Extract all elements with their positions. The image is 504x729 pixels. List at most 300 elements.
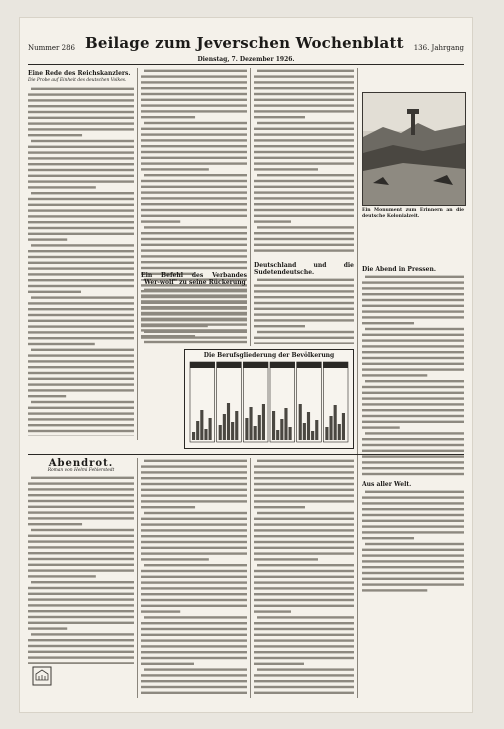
- chart-bar: [196, 421, 199, 440]
- text-line: [362, 351, 464, 353]
- column-sudeten: [254, 260, 354, 344]
- chart-title: Die Berufsgliederung der Bevölkerung: [203, 352, 335, 359]
- text-line: [144, 341, 247, 343]
- text-line: [28, 255, 134, 257]
- column-mid-right: [254, 68, 354, 254]
- text-line: [28, 105, 134, 107]
- text-line: [254, 302, 354, 304]
- text-line: [28, 366, 134, 368]
- chart-bar: [200, 410, 203, 440]
- text-line: [362, 281, 464, 283]
- text-line: [28, 494, 134, 496]
- text-line: [28, 110, 134, 112]
- text-line: [254, 81, 354, 83]
- text-line: [28, 197, 134, 199]
- text-line: [28, 552, 134, 554]
- text-line: [31, 400, 134, 402]
- text-line: [362, 514, 464, 516]
- text-line: [362, 339, 464, 341]
- column-divider: [250, 458, 251, 698]
- chart-graphic: [185, 360, 353, 446]
- text-lines: [254, 458, 354, 696]
- text-line: [28, 151, 134, 153]
- text-line: [362, 566, 464, 568]
- chart-bar: [338, 424, 341, 440]
- text-line: [141, 622, 247, 624]
- text-line: [257, 564, 354, 566]
- text-line: [141, 605, 247, 607]
- text-line: [141, 306, 247, 308]
- text-line: [254, 191, 354, 193]
- text-line: [144, 512, 247, 514]
- text-line: [144, 668, 247, 670]
- text-line: [141, 477, 247, 479]
- chart-bar: [231, 422, 234, 440]
- text-line: [141, 145, 247, 147]
- text-line: [365, 380, 464, 382]
- text-line: [254, 471, 354, 473]
- text-line: [362, 287, 464, 289]
- text-line: [141, 599, 247, 601]
- text-line: [28, 284, 134, 286]
- text-line: [141, 558, 209, 560]
- text-lines: [254, 277, 354, 344]
- text-line: [362, 554, 464, 556]
- text-lines: [362, 489, 464, 593]
- text-line: [254, 244, 354, 246]
- text-line: [254, 593, 354, 595]
- text-line: [254, 215, 354, 217]
- text-line: [254, 558, 318, 560]
- text-line: [254, 465, 354, 467]
- text-line: [362, 531, 464, 533]
- right-headline-2: Die Abend in Pressen.: [362, 266, 436, 273]
- text-line: [141, 197, 247, 199]
- left-article-headline: Eine Rede des Reichskanzlers.: [28, 70, 131, 77]
- text-line: [254, 570, 354, 572]
- text-line: [141, 657, 247, 659]
- text-line: [254, 232, 354, 234]
- text-line: [28, 313, 134, 315]
- text-line: [144, 460, 247, 462]
- text-line: [28, 203, 134, 205]
- column-lower-2: [141, 458, 247, 698]
- text-line: [28, 593, 134, 595]
- chart-bar: [311, 431, 314, 440]
- text-line: [141, 576, 247, 578]
- chart-bar: [272, 411, 275, 440]
- text-line: [28, 168, 134, 170]
- text-line: [362, 392, 464, 394]
- text-line: [141, 587, 247, 589]
- column-divider: [250, 68, 251, 346]
- text-lines: [254, 68, 354, 254]
- column-divider: [137, 68, 138, 440]
- text-line: [141, 329, 247, 331]
- text-line: [254, 209, 354, 211]
- text-line: [141, 261, 247, 263]
- text-line: [141, 157, 247, 159]
- text-line: [28, 186, 96, 188]
- text-line: [141, 518, 247, 520]
- text-line: [141, 255, 247, 257]
- text-line: [28, 406, 134, 408]
- text-line: [141, 547, 247, 549]
- text-line: [28, 576, 96, 578]
- text-line: [254, 622, 354, 624]
- text-line: [28, 354, 134, 356]
- text-line: [141, 581, 247, 583]
- text-line: [28, 279, 134, 281]
- text-line: [257, 668, 354, 670]
- text-line: [28, 250, 134, 252]
- text-line: [141, 312, 247, 314]
- text-line: [254, 284, 354, 286]
- text-line: [254, 657, 354, 659]
- photo-caption: [362, 206, 464, 226]
- text-line: [28, 500, 134, 502]
- text-line: [254, 645, 354, 647]
- section-rule: [28, 454, 464, 455]
- text-line: [31, 581, 134, 583]
- text-line: [28, 587, 134, 589]
- text-line: [257, 616, 354, 618]
- chart-bar: [307, 412, 310, 440]
- text-line: [254, 116, 305, 118]
- photo-caption-text: Ein Monument zum Erinnern an die deutsche Kolonialzeit.: [362, 208, 464, 219]
- text-line: [141, 639, 247, 641]
- text-line: [362, 397, 464, 399]
- text-line: [28, 331, 134, 333]
- text-line: [362, 519, 464, 521]
- text-line: [141, 75, 247, 77]
- text-line: [254, 523, 354, 525]
- text-line: [141, 294, 247, 296]
- text-line: [28, 616, 134, 618]
- text-line: [141, 489, 247, 491]
- text-line: [141, 494, 247, 496]
- text-line: [362, 415, 464, 417]
- text-line: [28, 628, 67, 630]
- text-line: [144, 70, 247, 72]
- text-line: [254, 686, 354, 688]
- text-line: [28, 134, 82, 136]
- text-line: [28, 209, 134, 211]
- chart-bar: [284, 408, 287, 440]
- text-line: [28, 377, 134, 379]
- text-line: [257, 70, 354, 72]
- text-line: [257, 460, 354, 462]
- text-lines: [28, 475, 134, 664]
- text-line: [141, 570, 247, 572]
- chart-bar: [227, 403, 230, 440]
- text-line: [362, 293, 464, 295]
- werwolf-body: [141, 287, 247, 344]
- chart-panel-header: [323, 362, 348, 368]
- text-line: [28, 564, 134, 566]
- text-line: [28, 337, 134, 339]
- chart-bar: [209, 418, 212, 440]
- text-line: [28, 412, 134, 414]
- text-line: [362, 537, 414, 539]
- text-line: [31, 139, 134, 141]
- text-line: [362, 496, 464, 498]
- text-line: [28, 651, 134, 653]
- mid-right-body: [254, 68, 354, 254]
- text-line: [362, 473, 464, 475]
- text-line: [141, 692, 247, 694]
- chart-bar: [223, 414, 226, 440]
- text-line: [254, 535, 354, 537]
- text-line: [362, 583, 464, 585]
- lower-body-3: [254, 458, 354, 698]
- text-line: [141, 680, 247, 682]
- chart-bar: [254, 426, 257, 440]
- chart-panel-header: [297, 362, 322, 368]
- chart-bar: [325, 427, 328, 440]
- text-line: [28, 599, 134, 601]
- text-line: [28, 541, 134, 543]
- text-line: [141, 93, 247, 95]
- text-line: [141, 471, 247, 473]
- text-line: [141, 634, 247, 636]
- chart-bar: [276, 430, 279, 440]
- text-line: [254, 325, 305, 327]
- text-line: [31, 244, 134, 246]
- text-line: [254, 506, 305, 508]
- text-line: [28, 645, 134, 647]
- text-line: [365, 328, 464, 330]
- text-line: [362, 374, 427, 376]
- text-lines: [28, 86, 134, 436]
- text-line: [141, 232, 247, 234]
- sudeten-body: [254, 277, 354, 344]
- text-line: [254, 605, 354, 607]
- text-line: [141, 104, 247, 106]
- text-line: [141, 180, 247, 182]
- text-line: [28, 267, 134, 269]
- text-line: [362, 305, 464, 307]
- text-line: [254, 634, 354, 636]
- chart-bar: [289, 427, 292, 440]
- text-line: [141, 133, 247, 135]
- text-line: [28, 128, 134, 130]
- text-line: [362, 368, 464, 370]
- text-line: [254, 238, 354, 240]
- text-line: [254, 500, 354, 502]
- text-line: [362, 409, 464, 411]
- column-left-upper: [28, 68, 134, 436]
- text-line: [141, 506, 195, 508]
- text-line: [362, 345, 464, 347]
- text-line: [144, 174, 247, 176]
- newspaper-page: [20, 18, 472, 712]
- text-line: [141, 215, 247, 217]
- werwolf-headline: Ein Befehl des Verbandes "Wer-wolf" zu seine Rückerung: [141, 272, 247, 286]
- text-line: [365, 432, 464, 434]
- text-line: [362, 386, 464, 388]
- text-line: [31, 192, 134, 194]
- text-line: [362, 450, 464, 452]
- text-line: [28, 145, 134, 147]
- right-body-1: [362, 274, 464, 479]
- sudeten-headline: Deutschland und die Sudetendeutsche.: [254, 262, 354, 276]
- text-line: [254, 692, 354, 694]
- text-line: [28, 290, 81, 292]
- text-line: [257, 331, 354, 333]
- text-line: [31, 529, 134, 531]
- text-line: [254, 145, 354, 147]
- text-line: [144, 616, 247, 618]
- text-line: [254, 342, 354, 344]
- text-line: [254, 541, 354, 543]
- text-line: [28, 523, 82, 525]
- right-headline-3: Aus aller Welt.: [362, 480, 412, 488]
- text-line: [141, 151, 247, 153]
- text-line: [28, 174, 134, 176]
- landscape-photo: [362, 92, 466, 206]
- text-line: [28, 99, 134, 101]
- text-line: [254, 99, 354, 101]
- chart-bar: [280, 419, 283, 440]
- caption-body: [362, 220, 464, 226]
- text-line: [254, 477, 354, 479]
- text-line: [254, 139, 354, 141]
- text-line: [141, 335, 195, 337]
- chart-bar: [235, 411, 238, 440]
- text-line: [254, 180, 354, 182]
- chart-bar: [329, 416, 332, 440]
- text-line: [28, 429, 134, 431]
- text-line: [254, 610, 291, 612]
- text-line: [362, 421, 464, 423]
- landscape-photo-image: [363, 93, 465, 205]
- text-line: [31, 87, 134, 89]
- text-line: [254, 313, 354, 315]
- text-lines: [362, 274, 464, 477]
- text-line: [254, 680, 354, 682]
- text-line: [362, 322, 414, 324]
- text-line: [28, 232, 134, 234]
- text-line: [254, 628, 354, 630]
- text-line: [31, 634, 134, 636]
- chart-panel-header: [270, 362, 295, 368]
- text-line: [362, 299, 464, 301]
- text-line: [254, 518, 354, 520]
- text-line: [28, 389, 134, 391]
- text-line: [141, 116, 195, 118]
- chart-bar: [219, 425, 222, 440]
- text-line: [362, 467, 464, 469]
- text-line: [254, 87, 354, 89]
- text-line: [28, 570, 134, 572]
- serial-title: Abendrot.: [48, 458, 114, 469]
- text-line: [141, 249, 247, 251]
- text-line: [141, 191, 247, 193]
- text-line: [254, 75, 354, 77]
- chart-panel-header: [217, 362, 242, 368]
- chart-bar: [342, 413, 345, 440]
- text-line: [362, 577, 464, 579]
- text-line: [144, 226, 247, 228]
- text-line: [141, 238, 247, 240]
- text-line: [28, 93, 134, 95]
- text-line: [141, 139, 247, 141]
- text-line: [28, 122, 134, 124]
- text-line: [31, 477, 134, 479]
- text-line: [28, 157, 134, 159]
- text-line: [28, 261, 134, 263]
- text-line: [362, 403, 464, 405]
- text-line: [141, 209, 247, 211]
- text-line: [254, 110, 354, 112]
- text-line: [141, 645, 247, 647]
- text-line: [257, 226, 354, 228]
- text-line: [365, 276, 464, 278]
- text-line: [257, 122, 354, 124]
- occupation-chart: [184, 349, 354, 449]
- text-line: [254, 494, 354, 496]
- text-line: [28, 506, 134, 508]
- column-divider: [357, 68, 358, 698]
- text-line: [254, 162, 354, 164]
- text-line: [362, 310, 464, 312]
- text-line: [254, 663, 304, 665]
- text-line: [362, 357, 464, 359]
- text-line: [254, 674, 354, 676]
- text-line: [254, 599, 354, 601]
- chart-bar: [245, 418, 248, 440]
- column-right: [362, 264, 464, 694]
- text-line: [362, 589, 427, 591]
- right-body-2: [362, 489, 464, 595]
- text-line: [28, 435, 134, 436]
- text-line: [28, 325, 134, 327]
- masthead-title: Beilage zum Jeverschen Wochenblatt: [84, 34, 404, 52]
- text-line: [362, 572, 464, 574]
- text-line: [254, 639, 354, 641]
- text-line: [28, 639, 134, 641]
- text-line: [28, 535, 134, 537]
- text-line: [28, 512, 134, 514]
- text-line: [254, 151, 354, 153]
- text-line: [254, 186, 354, 188]
- text-line: [144, 289, 247, 291]
- serial-subtitle: Roman von Helmi Fehlerstedt: [47, 467, 115, 473]
- masthead-rule: [28, 64, 464, 65]
- chart-bar: [262, 404, 265, 440]
- text-line: [28, 302, 134, 304]
- text-line: [141, 87, 247, 89]
- text-line: [362, 508, 464, 510]
- text-line: [141, 300, 247, 302]
- text-line: [254, 128, 354, 130]
- text-line: [362, 548, 464, 550]
- text-line: [254, 296, 354, 298]
- issue-number: Nummer 286: [28, 44, 75, 52]
- text-line: [141, 552, 247, 554]
- text-line: [141, 535, 247, 537]
- text-line: [141, 610, 180, 612]
- text-line: [141, 686, 247, 688]
- text-line: [257, 174, 354, 176]
- text-line: [144, 564, 247, 566]
- text-line: [141, 323, 247, 325]
- text-line: [362, 438, 464, 440]
- text-line: [362, 316, 464, 318]
- text-line: [141, 244, 247, 246]
- text-line: [28, 610, 134, 612]
